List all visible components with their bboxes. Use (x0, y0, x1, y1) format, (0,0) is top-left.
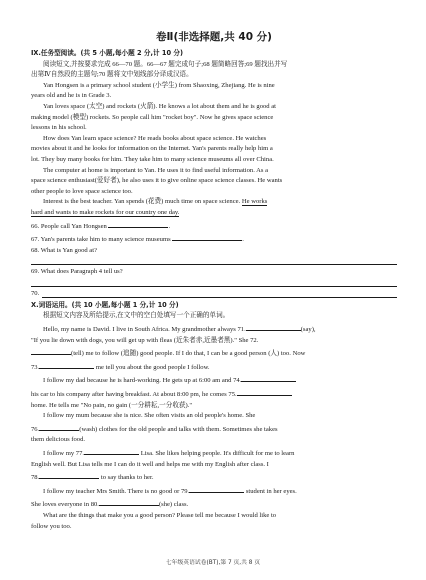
blank-72[interactable] (31, 346, 71, 355)
s10-p5-text: I follow my teacher Mrs Smith. There is no good or 79. (43, 487, 190, 495)
s10-p1-line3 (31, 346, 397, 360)
blank-76[interactable] (39, 422, 79, 431)
blank-77[interactable] (84, 446, 139, 455)
s10-p2-line3: home. He tells me "No pain, no gain (一分耕耘,一分收获)." (31, 401, 193, 409)
s10-p1-text4: me tell you about the good people I follow. (95, 363, 210, 371)
answer-66-blank[interactable] (108, 219, 168, 228)
s10-q73-label: 73. (31, 363, 40, 371)
blank-73[interactable] (39, 360, 94, 369)
s10-q80-label: She loves everyone in 80. (31, 501, 99, 509)
section-10-heading: Ⅹ.词语运用。 (31, 300, 72, 309)
question-69: 69. What does Paragraph 4 tell us? (31, 268, 123, 276)
s10-q76-label: 76. (31, 425, 40, 433)
section-9-points: (共 5 小题,每小题 2 分,计 10 分) (80, 49, 183, 57)
para5-text: Interest is the best teacher. Yan spends (花费) much time on space science. (43, 198, 242, 206)
s10-p1-line1 (31, 322, 397, 336)
s10-p1-line2 (31, 336, 397, 347)
section-10-points: (共 10 小题,每小题 1 分,计 10 分) (71, 300, 179, 309)
s10-p4-text3: to say thanks to her. (100, 474, 154, 482)
s10-p4-line1 (31, 446, 397, 460)
answer-69-line[interactable] (31, 278, 397, 287)
question-66: 66. People call Yan Hongsen . (31, 219, 397, 233)
para1-line1: Yan Hongsen is a primary school student (小学生) from Shaoxing, Zhejiang. He is nine (43, 81, 275, 89)
s10-p5-text2: student in her eyes. (245, 487, 297, 495)
section-9-instructions-1: 阅读短文,并按要求完成 66—70 题。66—67 题完成句子;68 题简略回答;69 题找出并写 (43, 60, 288, 68)
s10-p1-text2: "If you lie down with dogs, you will get up with fleas (近朱者赤,近墨者黑)." She 72. (31, 336, 259, 344)
para4-line3: other people to love space science too. (31, 187, 133, 195)
page-content (31, 30, 397, 532)
question-67: 67. Yan's parents take him to many science museums . (31, 232, 397, 246)
blank-80[interactable] (99, 497, 159, 506)
para5-line1 (31, 197, 397, 208)
s10-p2-line2 (31, 387, 397, 401)
underlined-sentence-part2: hard and wants to make rockets for our country one day. (31, 208, 180, 216)
blank-75[interactable] (237, 387, 292, 396)
section-9-heading: Ⅸ.任务型阅读。 (31, 49, 81, 57)
s10-p1-text: Hello, my name is David. I live in South Africa. My grandmother always 71. (43, 326, 246, 334)
answer-70-line[interactable] (42, 289, 397, 298)
answer-68-line[interactable] (31, 256, 397, 265)
blank-79[interactable] (189, 484, 244, 493)
section-10-instructions: 根据短文内容及所给提示,在文中的空白处填写一个正确的单词。 (43, 312, 230, 320)
answer-67-blank[interactable] (172, 232, 242, 241)
s10-p1-line4 (31, 360, 397, 374)
s10-p1-text3: (tell) me to follow (追随) good people. If I do that, I can be a good person (人) too. Now (71, 350, 306, 358)
para3-line2: movies about it and he looks for information on the Internet. Yan's parents really help him a (31, 145, 273, 153)
underlined-sentence-part1: He works (241, 198, 268, 206)
s10-p6-line1: What are the things that make you a good person? Please tell me because I would like to (43, 511, 277, 519)
s10-p4-line3 (31, 470, 397, 484)
question-67-text: 67. Yan's parents take him to many science museums (31, 236, 171, 244)
page-title: 卷Ⅱ(非选择题,共 40 分) (156, 31, 272, 43)
para4-line1: The computer at home is important to Yan. He uses it to find useful information. As a (43, 166, 269, 174)
para3-line3: lot. They buy many books for him. They take him to many science museums all over China. (31, 155, 274, 163)
s10-p6-line2: follow you too. (31, 522, 72, 530)
question-70-label: 70. (31, 290, 40, 298)
s10-p5-line1 (31, 484, 397, 498)
section-9-heading-line (31, 48, 397, 60)
question-66-text: 66. People call Yan Hongsen (31, 222, 107, 230)
section-10-heading-line (31, 300, 397, 312)
s10-p3-line1: I follow my mum because she is nice. She often visits an old people's home. She (43, 412, 256, 420)
s10-q77-label: I follow my 77. (43, 450, 85, 457)
blank-74[interactable] (241, 373, 296, 382)
s10-p3-line3: them delicious food. (31, 436, 86, 444)
para4-line2: space science enthusiast(爱好者), he also uses it to give online space science classes. He wants (31, 177, 283, 185)
s10-q78-label: 78. (31, 474, 40, 482)
s10-p2-line1 (31, 373, 397, 387)
s10-p5-line2 (31, 497, 397, 511)
s10-p4-text: Lisa. She likes helping people. It's difficult for me to learn (140, 450, 295, 457)
question-68: 68. What is Yan good at? (31, 246, 97, 254)
s10-p2-text: I follow my dad because he is hard-working. He gets up at 6:00 am and 74. (43, 377, 242, 385)
s10-p5-hint: (she) class. (158, 501, 189, 509)
para5-line2 (31, 208, 397, 219)
para2-line2: making model (模型) rockets. So people call him "rocket boy". Now he gives space science (31, 113, 274, 121)
s10-p4-line2: English well. But Lisa tells me I can do it well and helps me with my English after class. I (31, 460, 269, 468)
section-9-instructions-2: 出第Ⅳ自然段的主题句;70 题将文中划线部分译成汉语。 (31, 71, 193, 79)
para3-line1: How does Yan learn space science? He reads books about space science. He watches (43, 134, 267, 142)
para1-line2: years old and he is in Grade 3. (31, 92, 112, 100)
para2-line1: Yan loves space (太空) and rockets (火箭). He knows a lot about them and he is good at (43, 102, 276, 110)
blank-78[interactable] (39, 470, 99, 479)
para2-line3: lessons in his school. (31, 124, 87, 132)
s10-p2-text2: his car to his company after having breakfast. At about 8:00 pm, he comes 75. (31, 391, 237, 399)
s10-p1-hint: (say), (300, 326, 316, 334)
s10-p3-text2: (wash) clothes for the old people and talks with them. Sometimes she takes (79, 425, 278, 433)
page-footer: 七年级英语试卷(BT),第 7 页,共 8 页 (165, 560, 261, 566)
question-70 (31, 289, 397, 300)
blank-71[interactable] (246, 322, 301, 331)
s10-p3-line2 (31, 422, 397, 436)
